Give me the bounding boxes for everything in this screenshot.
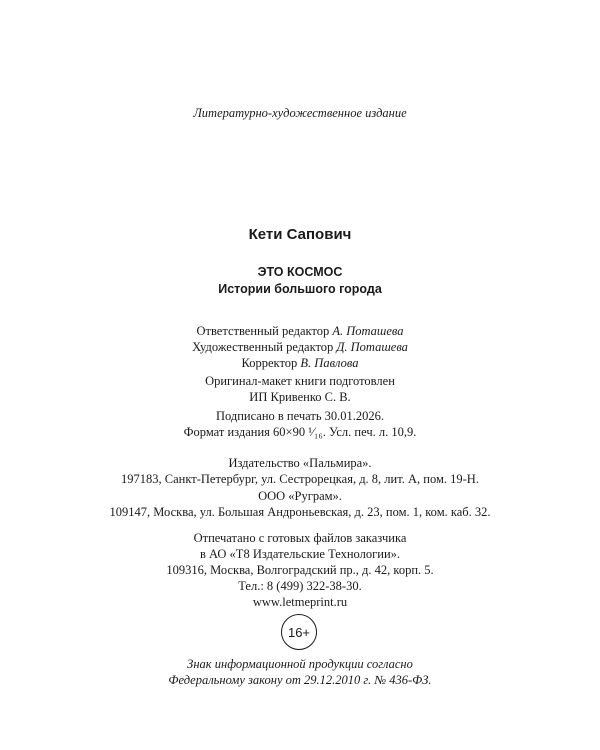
credits-block bbox=[0, 323, 600, 371]
age-rating-badge bbox=[281, 614, 317, 650]
credit-name: А. Поташева bbox=[332, 324, 404, 338]
printer-block bbox=[0, 530, 600, 610]
distributor-block bbox=[0, 488, 600, 520]
author-name: Кети Сапович bbox=[248, 226, 352, 243]
credit-name: В. Павлова bbox=[300, 356, 359, 370]
age-rating-label: 16+ bbox=[287, 624, 311, 640]
credit-line bbox=[0, 339, 600, 355]
publisher-block bbox=[0, 455, 600, 487]
layout-credit-line: Оригинал-макет книги подготовлен bbox=[205, 374, 395, 388]
printer-website: www.letmeprint.ru bbox=[252, 595, 348, 609]
print-info-line: Подписано в печать 30.01.2026. bbox=[215, 409, 385, 423]
credit-line bbox=[0, 355, 600, 371]
credit-role: Художественный редактор bbox=[192, 340, 334, 354]
printer-line: 109316, Москва, Волгоградский пр., д. 42, корп. 5. bbox=[166, 563, 434, 577]
edition-type: Литературно-художественное издание bbox=[193, 106, 407, 120]
layout-credit-block bbox=[0, 373, 600, 405]
age-sign-line: Федеральному закону от 29.12.2010 г. № 436-ФЗ. bbox=[168, 673, 432, 687]
publisher-line: Издательство «Пальмира». bbox=[228, 456, 372, 470]
title-block bbox=[0, 264, 600, 298]
credit-line bbox=[0, 323, 600, 339]
distributor-line: ООО «Руграм». bbox=[258, 489, 342, 503]
printer-line: в АО «Т8 Издательские Технологии». bbox=[199, 547, 401, 561]
credit-role: Корректор bbox=[241, 356, 298, 370]
credit-name: Д. Поташева bbox=[336, 340, 408, 354]
age-sign-line: Знак информационной продукции согласно bbox=[187, 657, 413, 671]
print-info-block bbox=[0, 408, 600, 440]
distributor-line: 109147, Москва, ул. Большая Андроньевская, д. 23, пом. 1, ком. каб. 32. bbox=[109, 505, 491, 519]
book-title: ЭТО КОСМОС bbox=[257, 265, 343, 279]
layout-credit-line: ИП Кривенко С. В. bbox=[249, 390, 351, 404]
age-sign-text bbox=[0, 656, 600, 688]
book-subtitle: Истории большого города bbox=[218, 282, 382, 296]
printer-line: Тел.: 8 (499) 322-38-30. bbox=[238, 579, 362, 593]
print-info-line: Формат издания 60×90 ¹⁄₁₆. Усл. печ. л. 10,9. bbox=[183, 425, 417, 439]
credit-role: Ответственный редактор bbox=[196, 324, 330, 338]
printer-line: Отпечатано с готовых файлов заказчика bbox=[193, 531, 407, 545]
publisher-line: 197183, Санкт-Петербург, ул. Сестрорецкая, д. 8, лит. А, пом. 19-Н. bbox=[121, 472, 479, 486]
